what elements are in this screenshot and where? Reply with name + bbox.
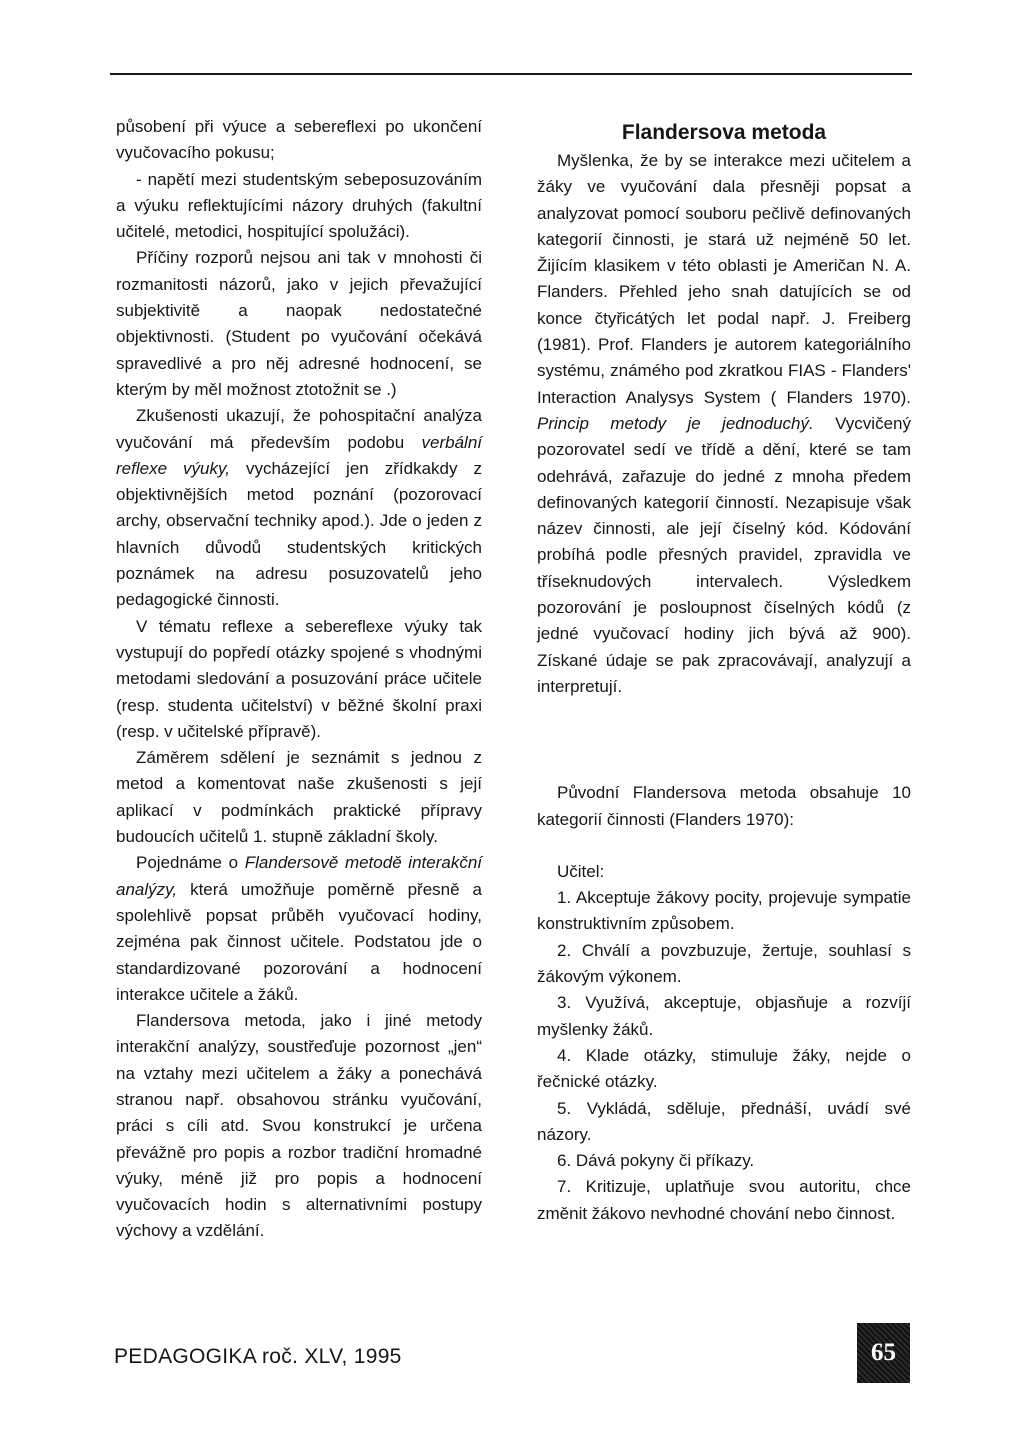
top-rule xyxy=(110,73,912,75)
emphasis: verbální reflexe výuky, xyxy=(116,432,482,478)
list-item: 4. Klade otázky, stimuluje žáky, nejde o řečnické otázky. xyxy=(537,1045,911,1092)
page-number: 65 xyxy=(857,1323,910,1383)
paragraph: působení při výuce a sebereflexi po ukončení vyučovacího pokusu; xyxy=(116,117,482,163)
list-item: 3. Využívá, akceptuje, objasňuje a rozvíjí myšlenky žáků. xyxy=(537,993,911,1039)
text-run: Zkušenosti ukazují, že pohospitační analýza vyučování má především podobu xyxy=(116,406,482,452)
list-item: 2. Chválí a povzbuzuje, žertuje, souhlasí s žákovým výkonem. xyxy=(537,940,911,987)
text-run: Vycvičený pozorovatel sedí ve třídě a dění, které se tam odehrává, zařazuje do jedné z mnoha předem definovaných kategorií činností. Nezapisuje však název činnosti, ale její číselný kód. Kódování probíhá podle přesných pravidel, zpravidla ve tříseknudových intervalech. Výsledkem pozorování je posloupnost číselných kódů (z jedné vyučovací hodiny jich bývá až 900). Získané údaje se pak zpracovávají, analyzují a interpretují. xyxy=(537,413,911,696)
text-run: Myšlenka, že by se interakce mezi učitelem a žáky ve vyučování dala přesněji popsat a analyzovat pomocí souboru pečlivě definovaných kategorií činnosti, je stará už nejméně 50 let. Žijícím klasikem v této oblasti je Američan N. A. Flanders. Přehled jeho snah datujících se od konce čtyřicátých let podal např. J. Freiberg (1981). Prof. Flanders je autorem kategoriálního systému, známého pod zkratkou FIAS - Flanders' Interaction Analysys System ( Flanders 1970). xyxy=(537,151,911,407)
paragraph xyxy=(116,403,482,613)
paragraph: Příčiny rozporů nejsou ani tak v mnohosti či rozmanitosti názorů, jako v jejich převažující subjektivitě a naopak nedostatečné objektivnosti. (Student po vyučování očekává spravedlivé a pro něj adresné hodnocení, se kterým by měl možnost ztotožnit se .) xyxy=(116,248,482,399)
journal-footer: PEDAGOGIKA roč. XLV, 1995 xyxy=(114,1345,402,1368)
paragraph: V tématu reflexe a sebereflexe výuky tak vystupují do popředí otázky spojené s vhodnými metodami sledování a posuzování práce učitele (resp. studenta učitelství) v běžné školní praxi (resp. v učitelské přípravě). xyxy=(116,616,482,741)
list-item: 7. Kritizuje, uplatňuje svou autoritu, chce změnit žákovo nevhodné chování nebo činnost. xyxy=(537,1177,911,1223)
paragraph: Flandersova metoda, jako i jiné metody interakční analýzy, soustřeďuje pozornost „jen“ na vztahy mezi učitelem a žáky a ponechává stranou např. obsahovou stránku vyučování, práci s cíli atd. Svou konstrukcí je určena převážně pro popis a rozbor tradiční hromadné výuky, méně již pro popis a hodnocení vyučovacích hodin s alternativními postupy výchovy a vzdělání. xyxy=(116,1011,482,1241)
section-heading: Flandersova metoda xyxy=(621,121,827,144)
paragraph xyxy=(116,850,482,1008)
spacer xyxy=(537,700,911,780)
list-label: Učitel: xyxy=(557,861,605,881)
list-item: 6. Dává pokyny či příkazy. xyxy=(557,1151,755,1171)
paragraph xyxy=(537,148,911,700)
text-run: vycházející jen zřídkakdy z objektivnějších metod poznání (pozorovací archy, observační techniky apod.). Jde o jeden z hlavních důvodů studentských kritických poznámek na adresu posuzovatelů jeho pedagogické činnosti. xyxy=(116,458,482,610)
list-item: 5. Vykládá, sděluje, přednáší, uvádí své názory. xyxy=(537,1098,911,1144)
paragraph: - napětí mezi studentským sebeposuzováním a výuku reflektujícími názory druhých (fakultní učitelé, metodici, hospitující spolužáci). xyxy=(116,169,482,242)
right-column xyxy=(537,120,911,1227)
emphasis: Princip metody je jednoduchý. xyxy=(537,413,814,433)
text-run: která umožňuje poměrně přesně a spolehlivě popsat průběh vyučovací hodiny, zejména pak činnost učitele. Podstatou jde o standardizované pozorování a hodnocení interakce učitele a žáků. xyxy=(116,879,482,1004)
paragraph: Záměrem sdělení je seznámit s jednou z metod a komentovat naše zkušenosti s její aplikací v podmínkách praktické přípravy budoucích učitelů 1. stupně základní školy. xyxy=(116,748,482,847)
left-column xyxy=(116,114,482,1245)
list-item: 1. Akceptuje žákovy pocity, projevuje sympatie konstruktivním způsobem. xyxy=(537,888,911,934)
spacer xyxy=(537,833,911,859)
paragraph: Původní Flandersova metoda obsahuje 10 kategorií činnosti (Flanders 1970): xyxy=(537,783,911,829)
emphasis: Flandersově metodě interakční analýzy, xyxy=(116,853,482,899)
text-run: Pojednáme o xyxy=(136,853,245,873)
